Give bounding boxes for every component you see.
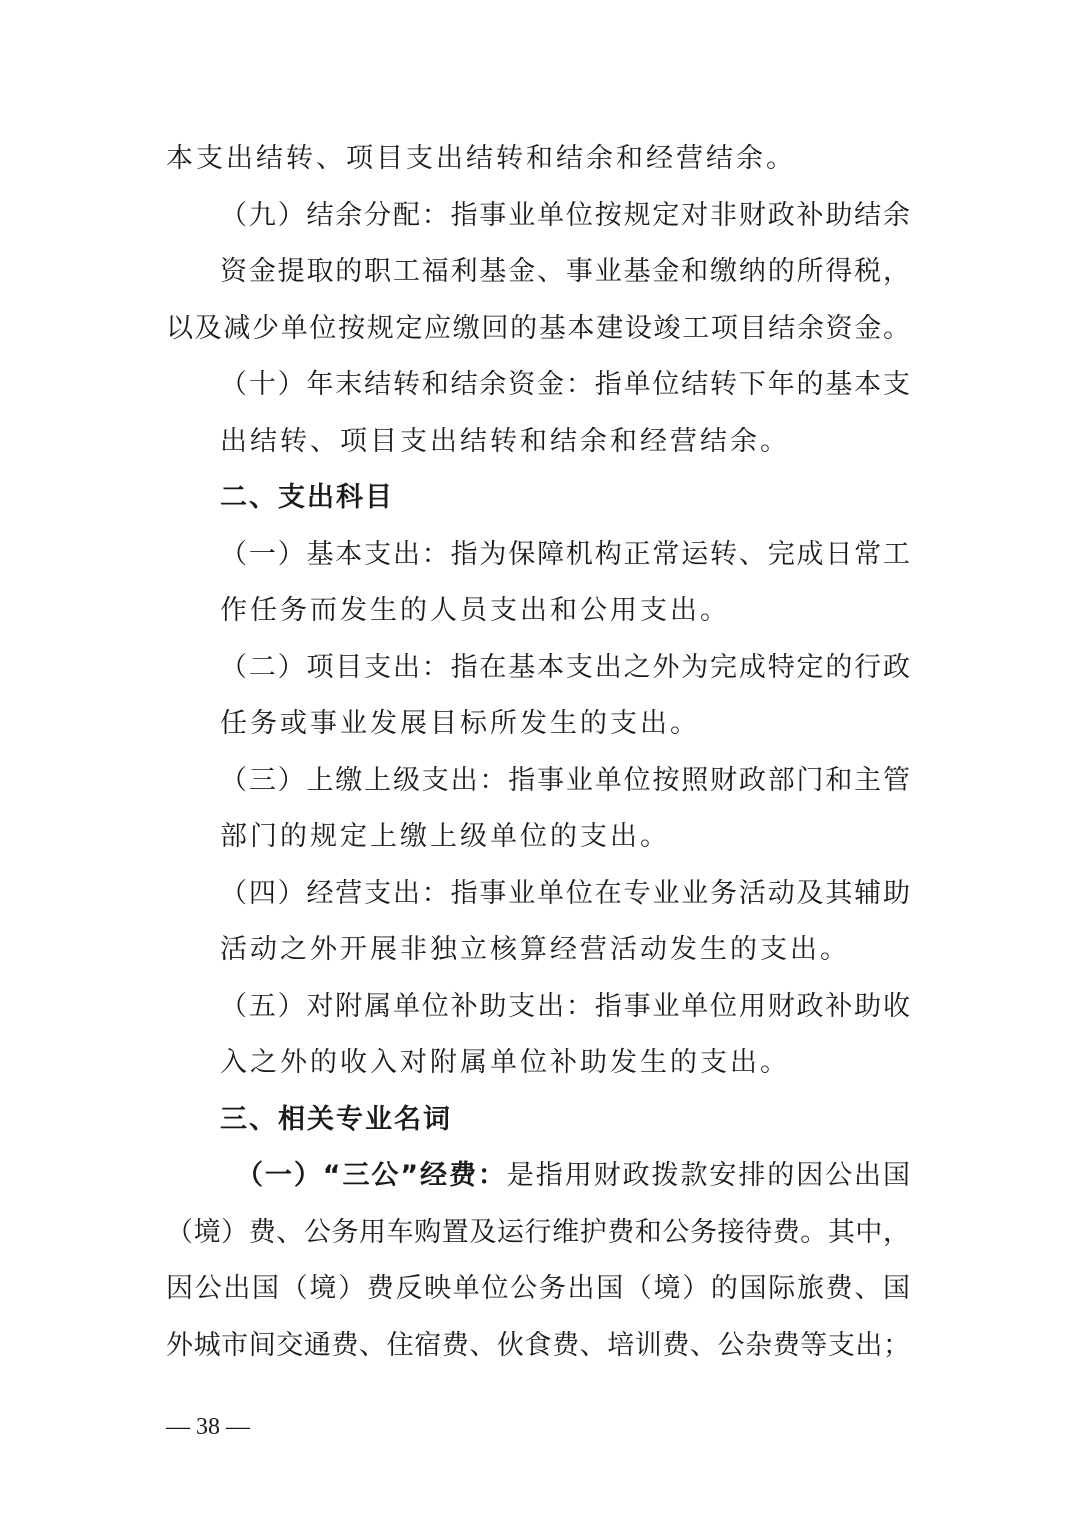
- paragraph-line: 入之外的收入对附属单位补助发生的支出。: [220, 1047, 790, 1078]
- paragraph-line: （三）上缴上级支出：指事业单位按照财政部门和主管: [220, 765, 910, 796]
- paragraph-line: （十）年末结转和结余资金：指单位结转下年的基本支: [220, 369, 910, 400]
- paragraph-line: 外城市间交通费、住宿费、伙食费、培训费、公杂费等支出；: [166, 1330, 910, 1361]
- section-heading: 二、支出科目: [220, 482, 394, 513]
- paragraph-line: 以及减少单位按规定应缴回的基本建设竣工项目结余资金。: [166, 313, 910, 344]
- paragraph-line: 部门的规定上缴上级单位的支出。: [220, 821, 670, 852]
- section-heading: 三、相关专业名词: [220, 1104, 452, 1135]
- paragraph-line: 活动之外开展非独立核算经营活动发生的支出。: [220, 934, 850, 965]
- paragraph-line: （四）经营支出：指事业单位在专业业务活动及其辅助: [220, 878, 910, 909]
- term-definition: 是指用财政拨款安排的因公出国: [506, 1160, 910, 1191]
- paragraph-line: 因公出国（境）费反映单位公务出国（境）的国际旅费、国: [166, 1273, 910, 1304]
- paragraph-line: （二）项目支出：指在基本支出之外为完成特定的行政: [220, 652, 910, 683]
- paragraph-line: 出结转、项目支出结转和结余和经营结余。: [220, 426, 790, 457]
- page-number: — 38 —: [166, 1414, 250, 1440]
- paragraph-line: 作任务而发生的人员支出和公用支出。: [220, 595, 730, 626]
- paragraph-line: （境）费、公务用车购置及运行维护费和公务接待费。其中，: [166, 1217, 910, 1248]
- term-lead: （一）“三公”经费：: [236, 1160, 507, 1191]
- paragraph-line: 资金提取的职工福利基金、事业基金和缴纳的所得税，: [220, 256, 910, 287]
- paragraph-line: 任务或事业发展目标所发生的支出。: [220, 708, 700, 739]
- paragraph-line: （一）基本支出：指为保障机构正常运转、完成日常工: [220, 539, 910, 570]
- paragraph-line: （五）对附属单位补助支出：指事业单位用财政补助收: [220, 991, 910, 1022]
- paragraph-line: 本支出结转、项目支出结转和结余和经营结余。: [166, 143, 796, 174]
- paragraph-line: （九）结余分配：指事业单位按规定对非财政补助结余: [220, 200, 910, 231]
- term-definition-line: [236, 1160, 910, 1192]
